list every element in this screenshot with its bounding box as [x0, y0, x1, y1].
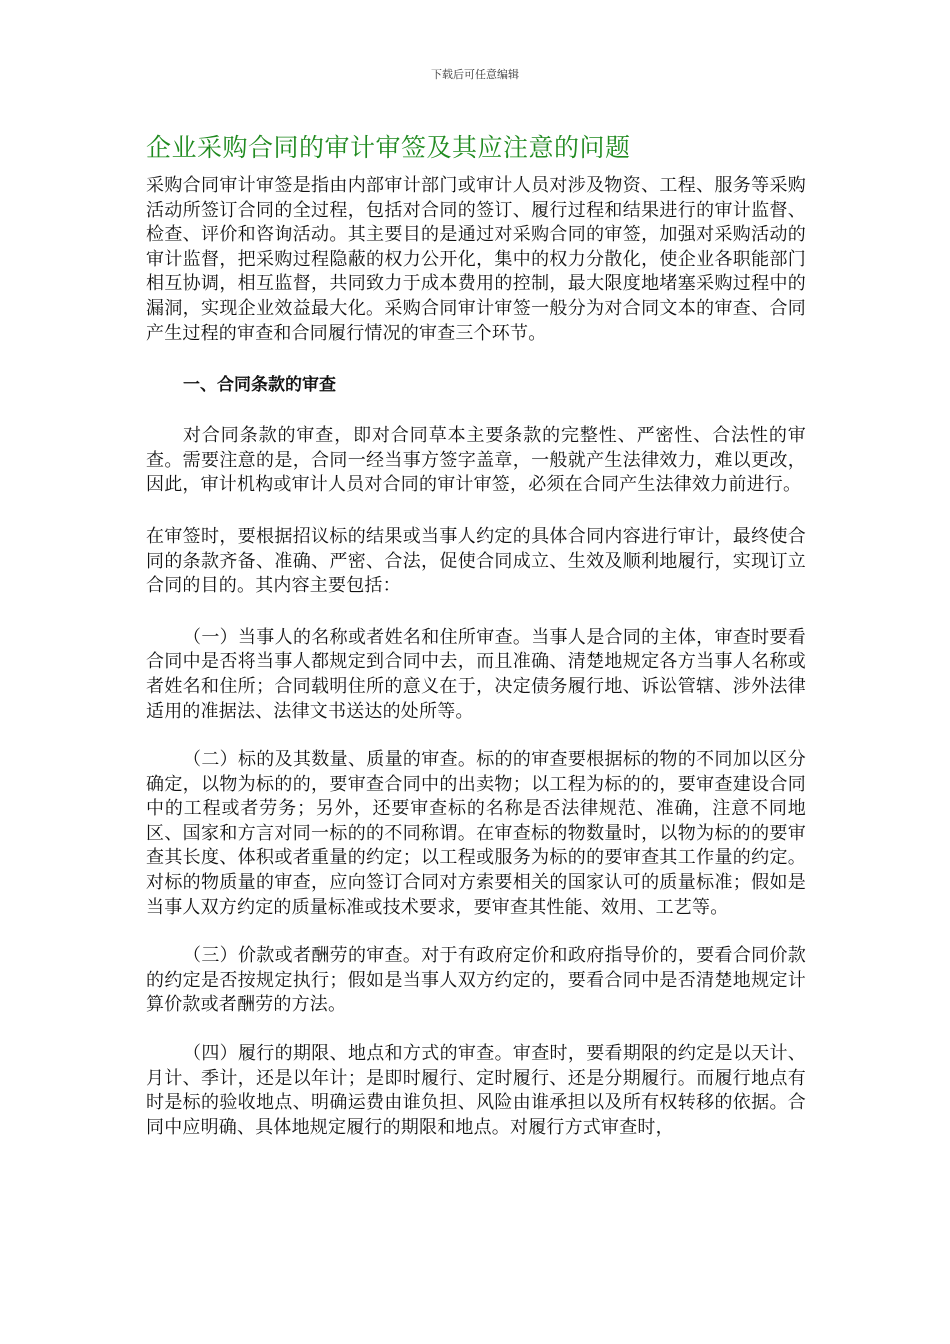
list-item-subject-matter: （二）标的及其数量、质量的审查。标的的审查要根据标的物的不同加以区分确定，以物为标的的，要审查合同中的出卖物；以工程为标的的，要审查建设合同中的工程或者劳务；另外，还要审查标的名称是否法律规范、准确，注意不同地区、国家和方言对同一标的的不同称谓。在审查标的物数量时，以物为标的的要审查其长度、体积或者重量的约定；以工程或服务为标的的要审查其工作量的约定。对标的物质量的审查，应向签订合同对方索要相关的国家认可的质量标准；假如是当事人双方约定的质量标准或技术要求，要审查其性能、效用、工艺等。 — [146, 749, 806, 918]
list-item-price: （三）价款或者酬劳的审查。对于有政府定价和政府指导价的，要看合同价款的约定是否按规定执行；假如是当事人双方约定的，要看合同中是否清楚地规定计算价款或者酬劳的方法。 — [146, 945, 806, 1016]
intro-paragraph: 采购合同审计审签是指由内部审计部门或审计人员对涉及物资、工程、服务等采购活动所签订合同的全过程，包括对合同的签订、履行过程和结果进行的审计监督、检查、评价和咨询活动。其主要目的是通过对采购合同的审签，加强对采购活动的审计监督，把采购过程隐蔽的权力公开化，集中的权力分散化，使企业各职能部门相互协调，相互监督，共同致力于成本费用的控制，最大限度地堵塞采购过程中的漏洞，实现企业效益最大化。采购合同审计审签一般分为对合同文本的审查、合同产生过程的审查和合同履行情况的审查三个环节。 — [146, 175, 806, 344]
section-paragraph: 在审签时，要根据招议标的结果或当事人约定的具体合同内容进行审计，最终使合同的条款齐备、准确、严密、合法，促使合同成立、生效及顺利地履行，实现订立合同的目的。其内容主要包括： — [146, 525, 806, 597]
header-note: 下载后可任意编辑 — [431, 68, 519, 81]
document-title: 企业采购合同的审计审签及其应注意的问题 — [146, 133, 631, 162]
document-body — [146, 128, 806, 1140]
section-paragraph: 对合同条款的审查，即对合同草本主要条款的完整性、严密性、合法性的审查。需要注意的是，合同一经当事方签字盖章，一般就产生法律效力，难以更改，因此，审计机构或审计人员对合同的审计审签，必须在合同产生法律效力前进行。 — [146, 425, 806, 496]
section-heading-contract-terms: 一、合同条款的审查 — [183, 375, 336, 396]
list-item-parties: （一）当事人的名称或者姓名和住所审查。当事人是合同的主体，审查时要看合同中是否将当事人都规定到合同中去，而且准确、清楚地规定各方当事人名称或者姓名和住所；合同载明住所的意义在于，决定债务履行地、诉讼管辖、涉外法律适用的准据法、法律文书送达的处所等。 — [146, 626, 806, 722]
list-item-performance: （四）履行的期限、地点和方式的审查。审查时，要看期限的约定是以天计、月计、季计，还是以年计；是即时履行、定时履行、还是分期履行。而履行地点有时是标的验收地点、明确运费由谁负担、风险由谁承担以及所有权转移的依据。合同中应明确、具体地规定履行的期限和地点。对履行方式审查时， — [146, 1043, 806, 1138]
